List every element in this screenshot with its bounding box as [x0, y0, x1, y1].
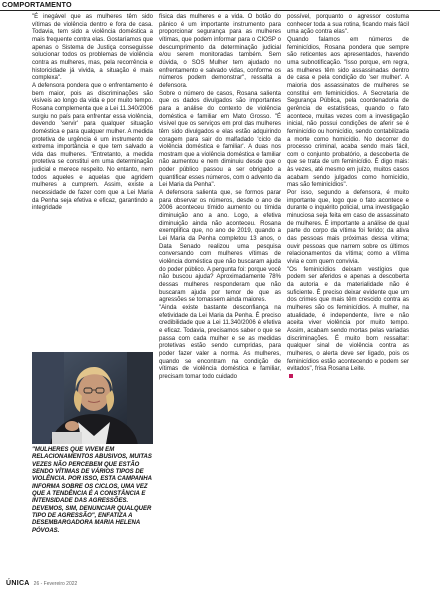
paragraph: "É inegável que as mulheres têm sido vítimas de violência dentro e fora de casa. Todavia, tem sido a violência doméstica a mais frequente contra elas. Gostaríamos que apenas o Sistema de Justiça conseguisse solucionar todos os problemas de violência contra as mulheres, mas, pela recorrência e historicidade já vivida, a situação é mais complexa".	[32, 14, 153, 82]
page-footer	[6, 579, 77, 588]
article-column-3	[287, 14, 409, 382]
magazine-logo: ÚNICA	[6, 580, 30, 587]
article-column-1	[32, 14, 153, 213]
header-rule	[0, 10, 440, 11]
paragraph: "Os feminicídios deixam vestígios que podem ser aferidos e apenas a descoberta da autoria e da materialidade não é suficiente. É preciso deixar evidente que um dos crimes que mais têm crescido contra as mulheres são os feminicídios. A mulher, na atualidade, é independente, livre e não aceita viver violência por muito tempo. Assim, acabam sendo mortas pelas variadas discriminações. É muito bom ressaltar: qualquer sinal de violência contra as mulheres, o alerta deve ser ligado, pois os feminicídios estão acontecendo e podem ser evitados", frisa Rosana Leite.	[287, 266, 409, 373]
end-mark	[289, 374, 293, 378]
paragraph: A defensora pondera que o enfrentamento é bem maior, pois as discriminações são visíveis ao longo da vida e por muito tempo. Rosana complementa que a Lei 11.340/2006 surgiu no país para enfrentar essa violência, devendo 'servir' para qualquer situação doméstica e para qualquer mulher. A medida protetiva de urgência é um instrumento de extrema importância e que tem salvado a vida das mulheres. "Entretanto, a medida protetiva se constitui em uma determinação judicial e merece respeito. No entanto, nem todos aqueles e aquelas que agridem mulheres a cumprem. Assim, existe a necessidade de fazer com que a Lei Maria da Penha seja efetiva e eficaz, garantindo a integridade	[32, 82, 153, 212]
paragraph: física das mulheres e a vida. O botão do pânico é um importante instrumento para proporcionar segurança para as mulheres vítimas, que podem informar para o CIOSP o descumprimento da determinação judicial e/ou serem monitoradas também. Sem dúvida, o SOS Mulher tem ajudado no enfrentamento e salvado vidas, conforme os números podem demonstrar", ressalta a defensora.	[159, 14, 281, 89]
paragraph: possível, porquanto o agressor costuma conhecer toda a sua rotina, ficando mais fácil uma ação contra elas".	[287, 14, 409, 36]
portrait-image	[32, 352, 153, 444]
issue-info: 26 - Fevereiro 2022	[33, 580, 78, 587]
section-title: COMPORTAMENTO	[2, 0, 72, 9]
paragraph: Quando falamos em números de feminicídios, Rosana pondera que sempre são reticentes aos apresentados, havendo uma subnotificação. "Isso porque, em regra, as mulheres têm sido assassinadas dentro de casa e pela condição do 'ser mulher'. A maioria dos assassinatos de mulheres se constitui em feminicídios. A Secretaria de Segurança Pública, pela coordenadoria de gerência de estatísticas, quando o fato acontece, muitas vezes com a investigação inicial, não possui condições de aferir se é feminicídio ou homicídio, sendo contabilizada a morte como homicídio. No decorrer do processo criminal, acaba sendo mais fácil, com o conjunto probatório, a descoberta de que se trata de um feminicídio. É digo mais: às vezes, até mesmo em juízo, muitos casos acabam sendo julgados como homicídio, mas são feminicídios".	[287, 36, 409, 189]
photo-desembargadora	[32, 352, 153, 444]
paragraph: "Ainda existe bastante desconfiança na efetividade da Lei Maria da Penha. É preciso credibilidade que a Lei 11.340/2006 é efetiva e eficaz. Todavia, precisamos saber o que se passa com cada mulher e se as medidas protetivas estão sendo cumpridas, para poder fazer valer a norma. As mulheres, quando se encontram na condição de vítimas de violência doméstica e familiar, precisam tomar todo cuidado	[159, 304, 281, 380]
article-column-2	[159, 14, 281, 382]
paragraph: A defensora salienta que, se formos parar para observar os números, desde o ano de 2006 aconteceu tímido aumento ou tímida diminuição ano a ano. Logo, a efetiva diminuição ainda não aconteceu. Rosana exemplifica que, no ano de 2019, quando a Lei Maria da Penha completou 13 anos, o Data Senado realizou uma pesquisa conversando com mulheres vítimas de violência doméstica que não buscaram ajuda do poder público. A pergunta foi: porque você não buscou ajuda? Aproximadamente 78% dessas mulheres responderam que não buscaram ajuda por temor de que as agressões se tornassem ainda maiores.	[159, 190, 281, 304]
pull-quote: "MULHERES QUE VIVEM EM RELACIONAMENTOS ABUSIVOS, MUITAS VEZES NÃO PERCEBEM QUE ESTÃO SENDO VÍTIMAS DE VÁRIOS TIPOS DE VIOLÊNCIA. POR ISSO, ESTA CAMPANHA INFORMA SOBRE OS CICLOS, UMA VEZ QUE A TENDÊNCIA É A CONSTÂNCIA E INTENSIDADE DAS AGRESSÕES. DEVEMOS, SIM, DENUNCIAR QUALQUER TIPO DE AGRESSÃO", ENFATIZA A DESEMBARGADORA MARIA HELENA PÓVOAS.	[32, 447, 152, 534]
paragraph: Sobre o número de casos, Rosana salienta que os dados divulgados são importantes para a análise do contexto de violência doméstica e familiar em Mato Grosso. "É visível que os serviços em prol das mulheres têm sido divulgados e elas estão adquirindo coragem para sair do malfadado 'ciclo da violência doméstica e familiar'. A duas nos mostram que a violência doméstica e familiar não aumentou e nem diminuiu desde que o poder público passou a ser obrigado a quantificar esses números, com o advento da Lei Maria da Penha".	[159, 90, 282, 189]
paragraph: Por isso, segundo a defensora, é muito importante que, logo que o fato acontece e durante o inquérito policial, uma investigação minuciosa seja feita em caso de assassinato de mulheres. É importante a análise de qual parte do corpo da vítima foi ferido; da ativa das pessoas mais próximas dessa vítima; ouvir pessoas que narrem sobre os últimos relacionamentos da vítima; como a vítima vivia e com quem convivia.	[287, 190, 409, 265]
